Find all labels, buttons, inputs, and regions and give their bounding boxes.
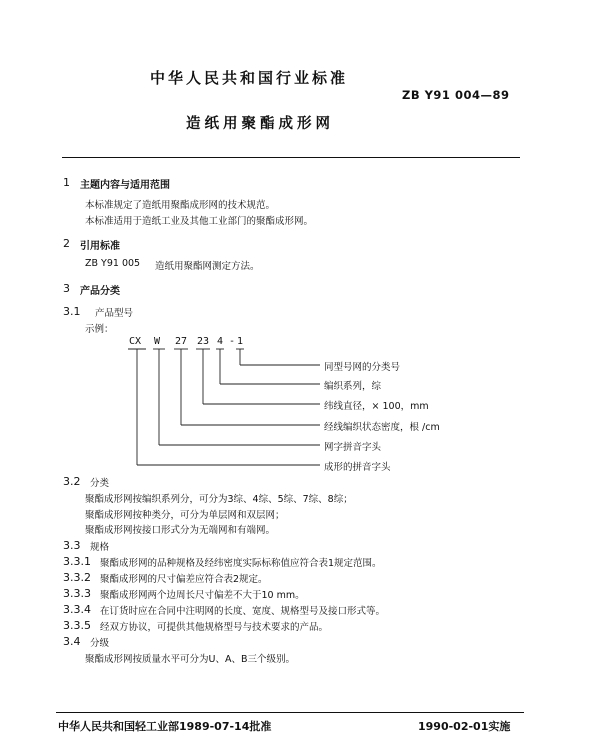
section-2-number: 2 bbox=[63, 237, 70, 250]
section-3-3-2-text: 聚酯成形网的尺寸偏差应符合表2规定。 bbox=[100, 574, 268, 585]
diagram-label-weave-series: 编织系列，综 bbox=[324, 381, 382, 392]
code-4: 4 bbox=[217, 336, 224, 347]
section-3-number: 3 bbox=[63, 282, 70, 295]
diagram-label-class-no: 同型号网的分类号 bbox=[324, 362, 401, 373]
implementation-date: 1990-02-01实施 bbox=[418, 720, 511, 733]
reference-title: 造纸用聚酯网测定方法。 bbox=[155, 261, 260, 272]
section-3-1-number: 3.1 bbox=[63, 305, 81, 318]
document-title: 造纸用聚酯成形网 bbox=[186, 116, 334, 132]
section-3-3-3-number: 3.3.3 bbox=[63, 587, 91, 600]
diagram-label-weft-diameter: 纬线直径，× 100，mm bbox=[324, 401, 429, 412]
diagram-label-mesh-initial: 网字拼音字头 bbox=[324, 442, 382, 453]
section-3-4-title: 分级 bbox=[90, 638, 110, 649]
standard-code: ZB Y91 004—89 bbox=[402, 88, 510, 102]
code-23: 23 bbox=[197, 336, 210, 347]
section-3-2-para-1: 聚酯成形网按编织系列分，可分为3综、4综、5综、7综、8综； bbox=[85, 494, 353, 505]
section-3-3-3-text: 聚酯成形网两个边周长尺寸偏差不大于10 mm。 bbox=[100, 590, 305, 601]
section-3-3-2-number: 3.3.2 bbox=[63, 571, 91, 584]
standard-type: 中华人民共和国行业标准 bbox=[150, 69, 349, 87]
section-3-3-4-text: 在订货时应在合同中注明网的长度、宽度、规格型号及接口形式等。 bbox=[100, 606, 386, 617]
section-1-title: 主题内容与适用范围 bbox=[80, 180, 170, 191]
section-3-2-para-3: 聚酯成形网按接口形式分为无端网和有端网。 bbox=[85, 525, 276, 536]
code-1: 1 bbox=[237, 336, 244, 347]
section-3-3-4-number: 3.3.4 bbox=[63, 603, 91, 616]
diagram-label-warp-density: 经线编织状态密度，根 /cm bbox=[324, 422, 440, 433]
reference-code: ZB Y91 005 bbox=[85, 258, 141, 269]
code-27: 27 bbox=[175, 336, 188, 347]
section-3-title: 产品分类 bbox=[80, 286, 120, 297]
section-3-3-number: 3.3 bbox=[63, 539, 81, 552]
section-1-para-2: 本标准适用于造纸工业及其他工业部门的聚酯成形网。 bbox=[85, 216, 314, 227]
code-w: W bbox=[154, 336, 161, 347]
example-label: 示例： bbox=[85, 324, 114, 335]
section-3-2-para-2: 聚酯成形网按种类分，可分为单层网和双层网； bbox=[85, 510, 285, 521]
section-2-title: 引用标准 bbox=[80, 241, 120, 252]
section-3-1-title: 产品型号 bbox=[95, 308, 134, 319]
section-1-para-1: 本标准规定了造纸用聚酯成形网的技术规范。 bbox=[85, 200, 276, 211]
code-cx: CX bbox=[129, 336, 142, 347]
section-3-3-title: 规格 bbox=[90, 542, 110, 553]
section-3-3-5-text: 经双方协议，可提供其他规格型号与技术要求的产品。 bbox=[100, 622, 329, 633]
section-3-3-1-number: 3.3.1 bbox=[63, 555, 91, 568]
section-3-4-text: 聚酯成形网按质量水平可分为U、A、B三个级别。 bbox=[85, 654, 295, 665]
approval-date: 中华人民共和国轻工业部1989-07-14批准 bbox=[58, 720, 272, 733]
section-3-3-5-number: 3.3.5 bbox=[63, 619, 91, 632]
section-3-2-title: 分类 bbox=[90, 478, 110, 489]
section-3-2-number: 3.2 bbox=[63, 475, 81, 488]
section-1-number: 1 bbox=[63, 176, 70, 189]
section-3-4-number: 3.4 bbox=[63, 635, 81, 648]
code-dash: - bbox=[229, 336, 236, 347]
footer-divider bbox=[56, 712, 524, 713]
section-3-3-1-text: 聚酯成形网的品种规格及经纬密度实际标称值应符合表1规定范围。 bbox=[100, 558, 382, 569]
diagram-label-forming-initial: 成形的拼音字头 bbox=[324, 462, 391, 473]
